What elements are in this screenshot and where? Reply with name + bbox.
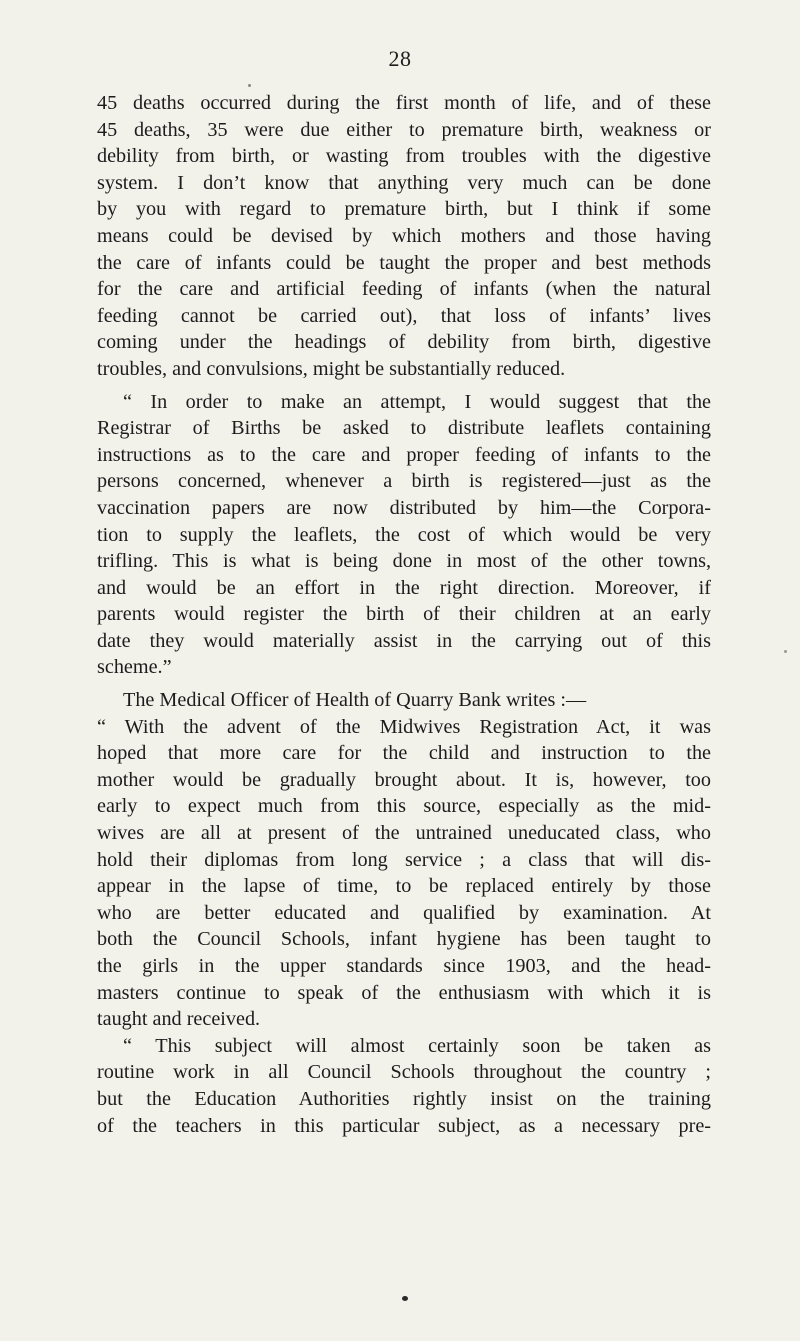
text-line: “ With the advent of the Midwives Registration Act, it was: [97, 715, 711, 738]
text-line: coming under the headings of debility from birth, digestive: [97, 331, 711, 354]
text-line: 45 deaths occurred during the first month of life, and of these: [97, 92, 711, 114]
ink-speck: [248, 84, 251, 87]
text-line: “ This subject will almost certainly soon be taken as: [123, 1034, 711, 1057]
text-line: 45 deaths, 35 were due either to premature birth, weakness or: [97, 118, 711, 141]
text-line: instructions as to the care and proper feeding of infants to the: [97, 443, 711, 466]
text-line: both the Council Schools, infant hygiene has been taught to: [97, 928, 711, 951]
text-line: taught and received.: [97, 1008, 261, 1031]
text-line: The Medical Officer of Health of Quarry Bank writes :—: [123, 689, 587, 712]
text-line: date they would materially assist in the carrying out of this: [97, 629, 711, 652]
text-line: Registrar of Births be asked to distribute leaflets containing: [97, 417, 711, 440]
text-line: and would be an effort in the right direction. Moreover, if: [97, 576, 711, 599]
body-text: [97, 90, 711, 1139]
text-line: “ In order to make an attempt, I would suggest that the: [123, 390, 711, 413]
text-line: appear in the lapse of time, to be replaced entirely by those: [97, 875, 711, 898]
paragraph-2: [97, 389, 711, 682]
text-line: tion to supply the leaflets, the cost of which would be very: [97, 523, 711, 546]
text-line: scheme.”: [97, 656, 172, 679]
text-line: debility from birth, or wasting from troubles with the digestive: [97, 145, 711, 168]
page-number: 28: [388, 46, 412, 71]
text-line: of the teachers in this particular subject, as a necessary pre-: [97, 1114, 711, 1137]
text-line: routine work in all Council Schools throughout the country ;: [97, 1061, 711, 1084]
ink-speck: [784, 650, 787, 653]
text-line: the girls in the upper standards since 1903, and the head-: [97, 955, 711, 977]
text-line: hold their diplomas from long service ; a class that will dis-: [97, 848, 711, 871]
text-line: trifling. This is what is being done in most of the other towns,: [97, 550, 711, 573]
text-line: vaccination papers are now distributed by him—the Corpora-: [97, 496, 711, 519]
paragraph-4: [97, 1033, 711, 1139]
text-line: who are better educated and qualified by examination. At: [97, 901, 711, 924]
text-line: early to expect much from this source, especially as the mid-: [97, 795, 711, 818]
paragraph-1: [97, 90, 711, 383]
text-line: system. I don’t know that anything very much can be done: [97, 171, 711, 194]
text-line: mother would be gradually brought about. It is, however, too: [97, 768, 711, 791]
text-line: hoped that more care for the child and instruction to the: [97, 742, 711, 765]
text-line: wives are all at present of the untrained uneducated class, who: [97, 822, 711, 845]
text-line: persons concerned, whenever a birth is registered—just as the: [97, 470, 711, 493]
text-line: parents would register the birth of their children at an early: [97, 603, 711, 626]
ink-speck: [402, 1296, 408, 1301]
text-line: the care of infants could be taught the proper and best methods: [97, 251, 711, 274]
text-line: troubles, and convulsions, might be substantially reduced.: [97, 357, 566, 380]
text-line: for the care and artificial feeding of infants (when the natural: [97, 278, 711, 301]
text-line: feeding cannot be carried out), that loss of infants’ lives: [97, 304, 711, 327]
text-line: but the Education Authorities rightly insist on the training: [97, 1087, 711, 1110]
text-line: means could be devised by which mothers and those having: [97, 224, 711, 247]
text-line: by you with regard to premature birth, but I think if some: [97, 198, 711, 221]
paragraph-3: [97, 687, 711, 1033]
text-line: masters continue to speak of the enthusiasm with which it is: [97, 981, 711, 1004]
